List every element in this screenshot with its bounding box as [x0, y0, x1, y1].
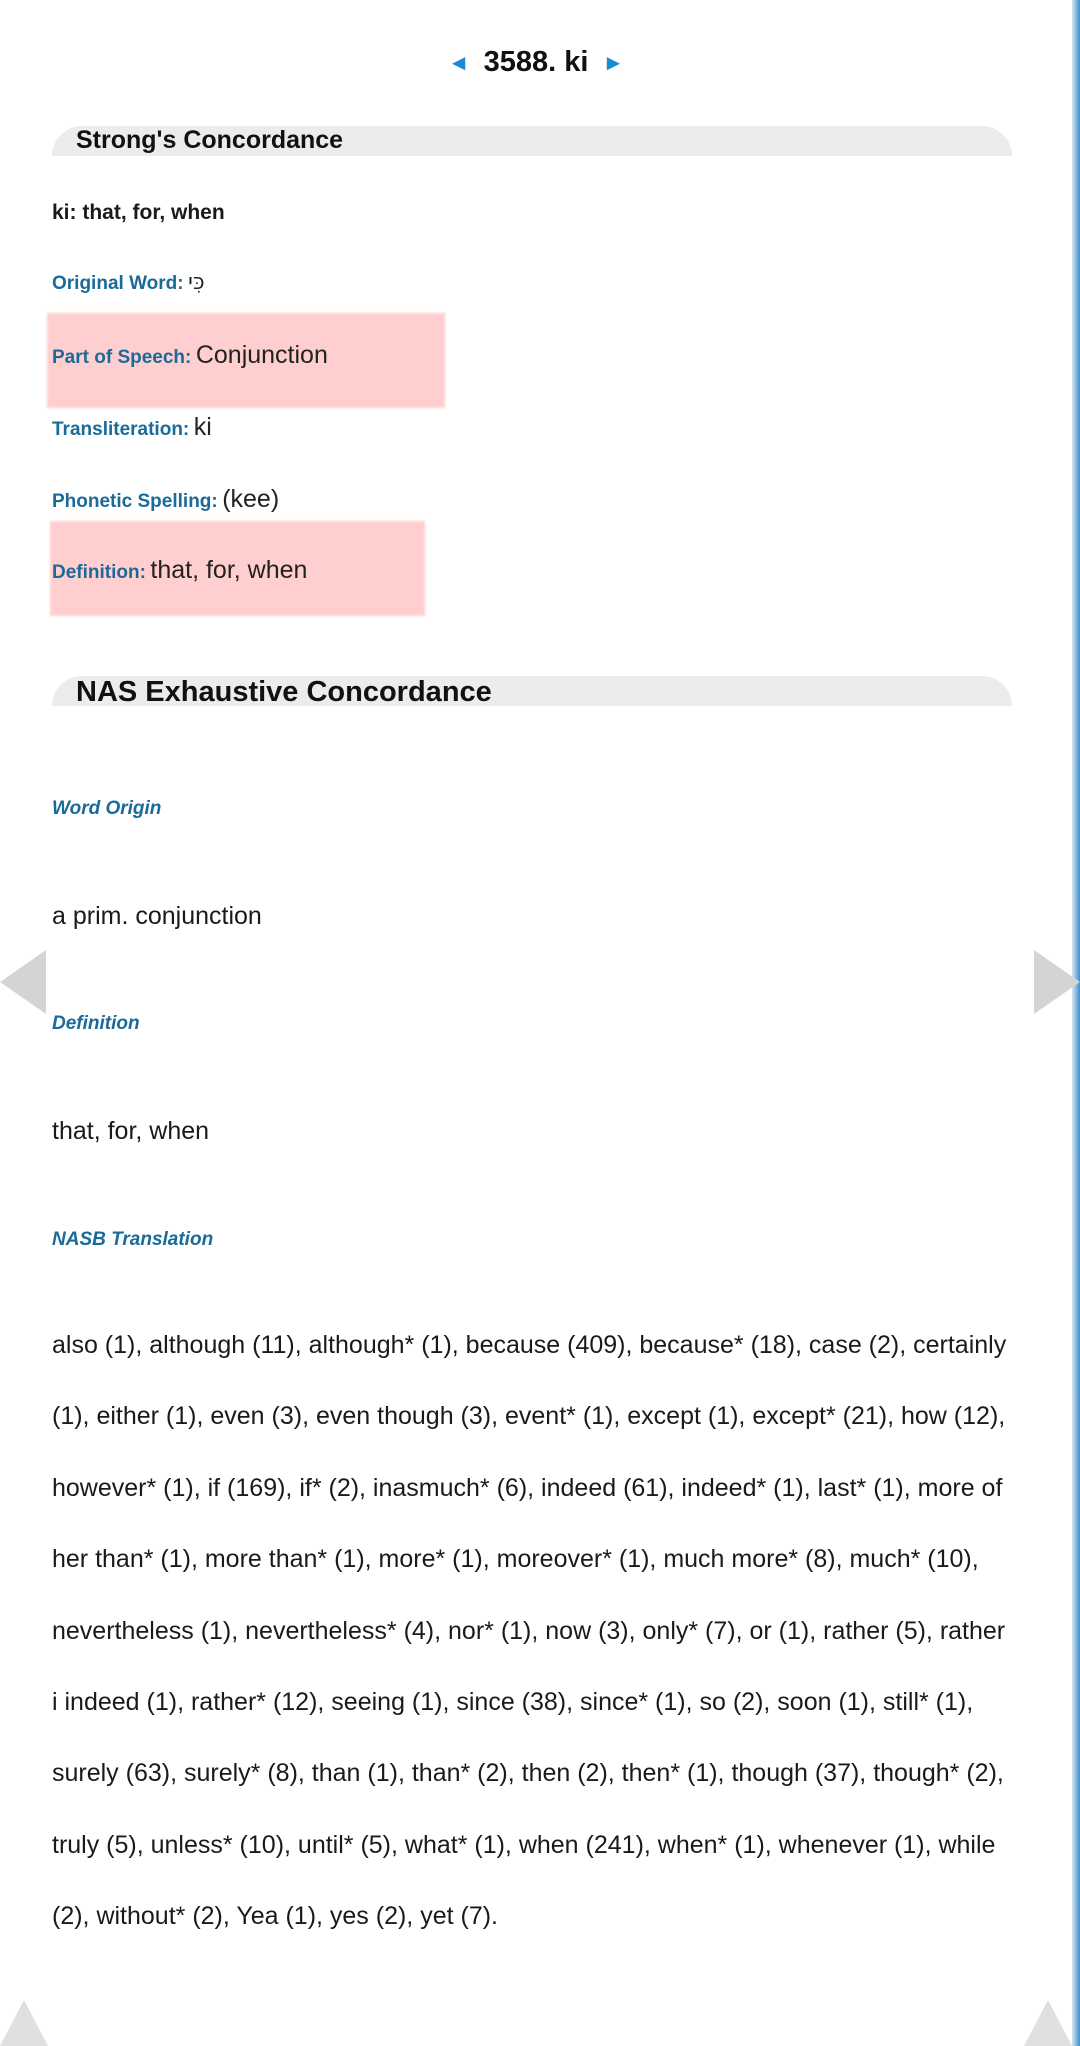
- word-origin-text: a prim. conjunction: [52, 902, 262, 930]
- nasb-translation-heading: NASB Translation: [52, 1229, 214, 1250]
- part-of-speech-row: [52, 341, 328, 370]
- strongs-summary: ki: that, for, when: [52, 201, 225, 224]
- page-title: [0, 40, 1072, 85]
- previous-page-arrow-icon[interactable]: [0, 950, 46, 1014]
- transliteration-row: [52, 413, 212, 442]
- phonetic-row: [52, 485, 279, 514]
- next-entry-arrow-icon[interactable]: ►: [602, 50, 625, 76]
- nas-section-title: NAS Exhaustive Concordance: [76, 676, 492, 708]
- original-word-label: Original Word:: [52, 273, 184, 294]
- definition-value: that, for, when: [150, 556, 308, 584]
- word-origin-heading: Word Origin: [52, 798, 162, 819]
- entry-title: 3588. ki: [483, 46, 589, 78]
- scroll-edge[interactable]: [1072, 0, 1080, 2046]
- transliteration-value: ki: [193, 413, 212, 441]
- definition-label: Definition:: [52, 562, 146, 583]
- phonetic-label: Phonetic Spelling:: [52, 491, 218, 512]
- scroll-up-right-icon[interactable]: [1024, 2000, 1072, 2046]
- prev-entry-arrow-icon[interactable]: ◄: [447, 50, 470, 76]
- part-of-speech-label: Part of Speech:: [52, 347, 192, 368]
- scroll-up-left-icon[interactable]: [0, 2000, 48, 2046]
- next-page-arrow-icon[interactable]: [1034, 950, 1080, 1014]
- nasb-translation-text: also (1), although (11), although* (1), because (409), because* (18), case (2), certainly (1), either (1), even (3), even though (3), event* (1), except (1), except* (21), how (12), however* (1), if (169), if* (2), inasmuch* (6), indeed (61), indeed* (1), last* (1), more of her than* (1), more than* (1), more* (1), moreover* (1), much more* (8), much* (10), nevertheless (1), nevertheless* (4), nor* (1), now (3), only* (7), or (1), rather (5), rather i indeed (1), rather* (12), seeing (1), since (38), since* (1), so (2), soon (1), still* (1), surely (63), surely* (8), than (1), than* (2), then (2), then* (1), though (37), though* (2), truly (5), unless* (10), until* (5), what* (1), when (241), when* (1), whenever (1), while (2), without* (2), Yea (1), yes (2), yet (7).: [52, 1331, 1007, 1931]
- strongs-section-title: Strong's Concordance: [76, 126, 344, 154]
- original-word-value: כִּי: [188, 270, 205, 295]
- nas-definition-heading: Definition: [52, 1013, 140, 1034]
- phonetic-value: (kee): [222, 485, 280, 513]
- original-word-row: [52, 270, 205, 295]
- transliteration-label: Transliteration:: [52, 419, 190, 440]
- part-of-speech-value: Conjunction: [195, 341, 328, 369]
- nas-definition-text: that, for, when: [52, 1117, 210, 1145]
- definition-row: [52, 556, 307, 585]
